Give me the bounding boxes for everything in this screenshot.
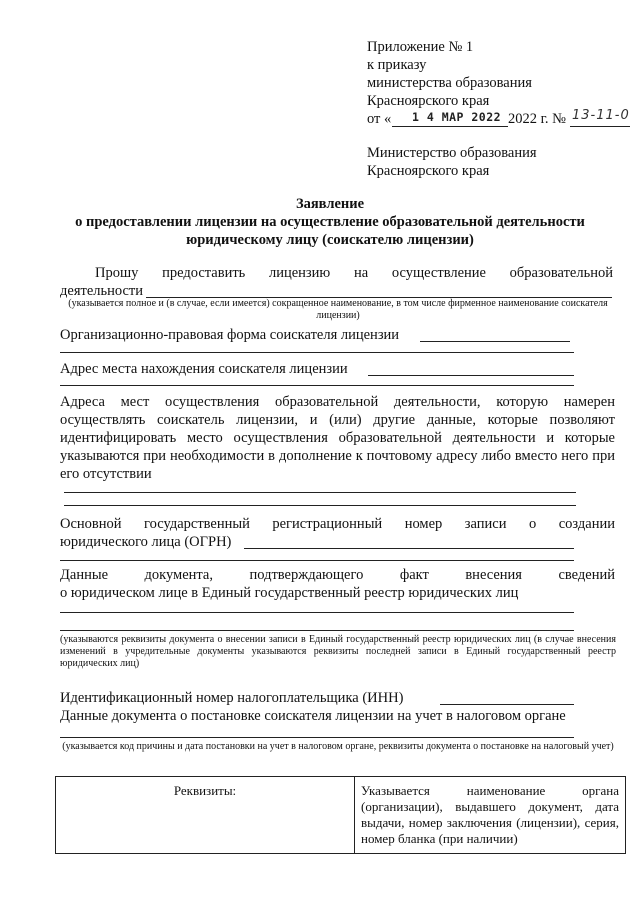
appendix-line-3: министерства образования bbox=[367, 75, 532, 91]
request-line-2: деятельности bbox=[60, 283, 144, 299]
org-form-label: Организационно-правовая форма соискателя лицензии bbox=[60, 327, 400, 343]
address-label: Адрес места нахождения соискателя лицензии bbox=[60, 361, 348, 377]
ogrn-field[interactable] bbox=[244, 548, 574, 549]
egrul-field[interactable] bbox=[60, 612, 574, 613]
appendix-line-2: к приказу bbox=[367, 57, 427, 73]
address-field[interactable] bbox=[368, 375, 574, 376]
tax-doc-field[interactable] bbox=[60, 737, 574, 738]
org-form-field[interactable] bbox=[420, 341, 570, 342]
inn-field[interactable] bbox=[440, 704, 574, 705]
appendix-from-prefix: от « bbox=[367, 111, 392, 127]
recipient-line-1: Министерство образования bbox=[367, 145, 537, 161]
activity-addresses-label: Адреса мест осуществления образовательной деятельности, которую намерен осуществлять соискатель лицензии, и (или) другие данные, которые позволяют идентифицировать место осуществления образовательной деятельности и которые указываются при необходимости в дополнение к почтовому адресу либо вместо него при его отсутствии bbox=[60, 394, 615, 482]
requisites-description-cell: Указывается наименование органа (организации), выдавшего документ, дата выдачи, номер заключения (лицензии), серия, номер бланка (при наличии) bbox=[355, 777, 626, 854]
ogrn-line-1: Основной государственный регистрационный номер записи о создании bbox=[60, 516, 615, 532]
doc-subtitle-line-1: о предоставлении лицензии на осуществление образовательной деятельности bbox=[75, 214, 585, 230]
order-number-handwritten: 13-11-0 bbox=[572, 108, 630, 123]
date-stamp: 1 4 МАР 2022 bbox=[412, 110, 502, 124]
address-field-2[interactable] bbox=[60, 385, 574, 386]
requisites-label-cell: Реквизиты: bbox=[56, 777, 355, 854]
egrul-note: (указываются реквизиты документа о внесении записи в Единый государственный реестр юридических лиц (в случае внесения изменений в учредительные документы указываются реквизиты последней записи в Единый государственный реестр юридических лиц) bbox=[60, 634, 616, 669]
inn-label: Идентификационный номер налогоплательщика (ИНН) bbox=[60, 690, 404, 706]
org-form-field-2[interactable] bbox=[60, 352, 574, 353]
ogrn-field-2[interactable] bbox=[60, 560, 574, 561]
tax-note: (указывается код причины и дата постановки на учет в налоговом органе, реквизиты документа о постановке на налоговый учет) bbox=[62, 741, 614, 752]
table-row bbox=[56, 777, 626, 854]
appendix-line-1: Приложение № 1 bbox=[367, 39, 474, 55]
ogrn-line-2: юридического лица (ОГРН) bbox=[60, 534, 232, 550]
egrul-field-2[interactable] bbox=[60, 630, 574, 631]
appendix-year: 2022 г. № bbox=[508, 111, 567, 127]
recipient-line-2: Красноярского края bbox=[367, 163, 490, 179]
appendix-line-4: Красноярского края bbox=[367, 93, 490, 109]
doc-title: Заявление bbox=[295, 196, 365, 212]
order-number-underline bbox=[570, 126, 630, 127]
tax-doc-label: Данные документа о постановке соискателя лицензии на учет в налоговом органе bbox=[60, 708, 566, 724]
requisites-table bbox=[55, 776, 626, 854]
request-line-1: Прошу предоставить лицензию на осуществление образовательной bbox=[95, 265, 613, 281]
egrul-line-2: о юридическом лице в Единый государственный реестр юридических лиц bbox=[60, 585, 519, 601]
date-underline bbox=[392, 126, 508, 127]
activity-addresses-field[interactable] bbox=[64, 492, 576, 493]
request-note: (указывается полное и (в случае, если имеется) сокращенное наименование, в том числе фирменное наименование соискателя лицензии) bbox=[68, 298, 608, 321]
activity-addresses-field-2[interactable] bbox=[64, 505, 576, 506]
egrul-line-1: Данные документа, подтверждающего факт внесения сведений bbox=[60, 567, 615, 583]
doc-subtitle-line-2: юридическому лицу (соискателю лицензии) bbox=[186, 232, 474, 248]
